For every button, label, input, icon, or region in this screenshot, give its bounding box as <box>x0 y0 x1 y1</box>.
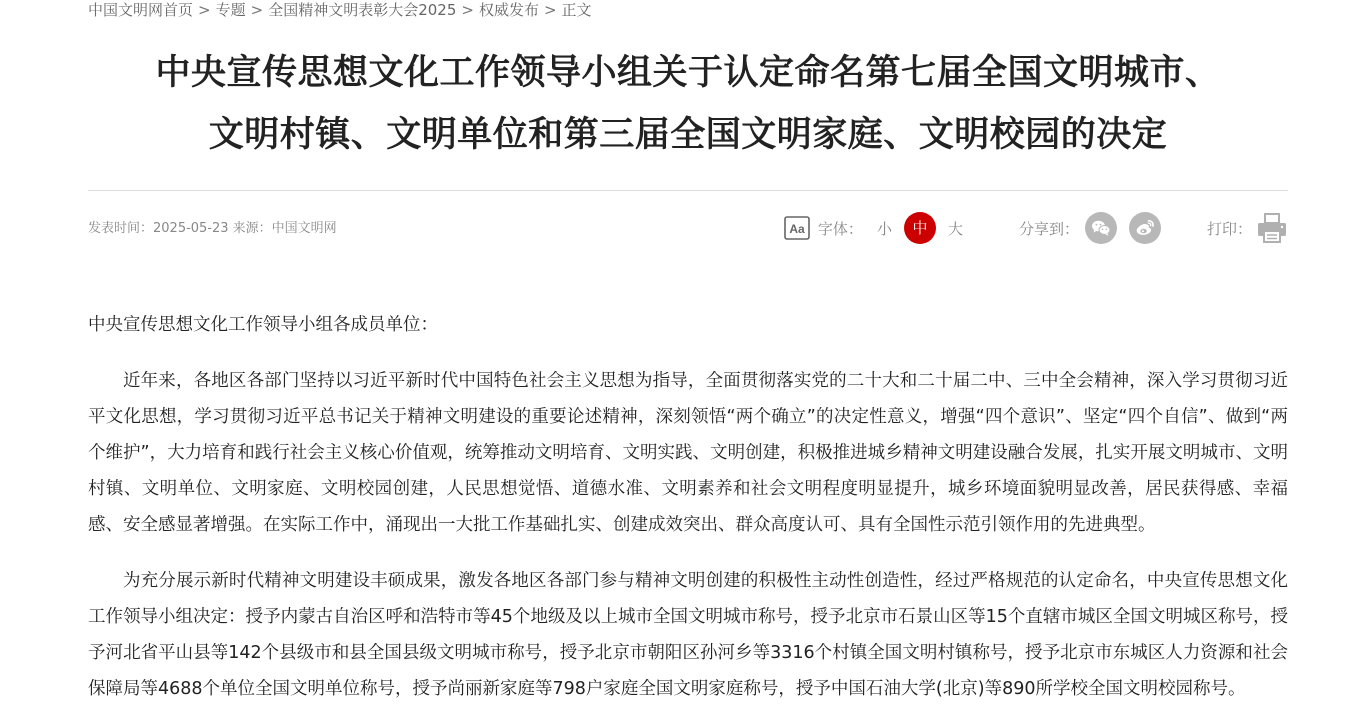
font-size-icon-text: Aa <box>789 222 805 236</box>
breadcrumb-release-link[interactable]: 权威发布 <box>478 1 539 19</box>
breadcrumb-separator: > <box>461 1 474 19</box>
wechat-icon <box>1089 216 1113 240</box>
article-meta: 发表时间：2025-05-23 来源：中国文明网 <box>88 221 337 236</box>
share-wechat-button[interactable] <box>1085 212 1117 244</box>
breadcrumb-home-link[interactable]: 中国文明网首页 <box>88 1 194 19</box>
weibo-icon <box>1133 216 1157 240</box>
font-size-medium-button[interactable]: 中 <box>904 212 936 244</box>
article-title-line-2: 文明村镇、文明单位和第三届全国文明家庭、文明校园的决定 <box>208 115 1168 155</box>
printer-icon <box>1256 212 1288 244</box>
article-toolbar <box>784 211 1288 245</box>
article-salutation: 中央宣传思想文化工作领导小组各成员单位： <box>88 315 438 335</box>
share-weibo-button[interactable] <box>1129 212 1161 244</box>
font-size-icon <box>784 216 810 240</box>
breadcrumb-separator: > <box>543 1 557 19</box>
article-paragraph: 为充分展示新时代精神文明建设丰硕成果，激发各地区各部门参与精神文明创建的积极性主动性创造性，经过严格规范的认定命名，中央宣传思想文化工作领导小组决定：授予内蒙古自治区呼和浩特市等45个地级及以上城市全国文明城市称号，授予北京市石景山区等15个直辖市城区全国文明城区称号，授予河北省平山县等142个县级市和县全国县级文明城市称号，授予北京市朝阳区孙河乡等3316个村镇全国文明村镇称号，授予北京市东城区人力资源和社会保障局等4688个单位全国文明单位称号，授予尚丽新家庭等798户家庭全国文明家庭称号，授予中国石油大学(北京)等890所学校全国文明校园称号。 <box>88 571 1288 699</box>
breadcrumb-separator: > <box>198 1 211 19</box>
print-label: 打印： <box>1206 219 1252 238</box>
share-label: 分享到： <box>1018 219 1079 238</box>
breadcrumb-topics-link[interactable]: 专题 <box>215 1 246 19</box>
breadcrumb-separator: > <box>250 1 264 19</box>
breadcrumb-current: 正文 <box>561 1 592 19</box>
font-size-label: 字体： <box>817 219 863 238</box>
breadcrumb <box>88 0 592 20</box>
breadcrumb-conference-link[interactable]: 全国精神文明表彰大会2025 <box>268 1 457 19</box>
article-body <box>88 307 1288 725</box>
title-divider <box>88 190 1288 191</box>
font-size-large-button[interactable]: 大 <box>947 219 963 238</box>
article-title <box>88 42 1288 166</box>
print-button[interactable] <box>1256 212 1288 244</box>
font-size-small-button[interactable]: 小 <box>876 219 892 238</box>
article-paragraph: 近年来，各地区各部门坚持以习近平新时代中国特色社会主义思想为指导，全面贯彻落实党的二十大和二十届二中、三中全会精神，深入学习贯彻习近平文化思想，学习贯彻习近平总书记关于精神文明建设的重要论述精神，深刻领悟“两个确立”的决定性意义，增强“四个意识”、坚定“四个自信”、做到“两个维护”，大力培育和践行社会主义核心价值观，统筹推动文明培育、文明实践、文明创建，积极推进城乡精神文明建设融合发展，扎实开展文明城市、文明村镇、文明单位、文明家庭、文明校园创建，人民思想觉悟、道德水准、文明素养和社会文明程度明显提升，城乡环境面貌明显改善，居民获得感、幸福感、安全感显著增强。在实际工作中，涌现出一大批工作基础扎实、创建成效突出、群众高度认可、具有全国性示范引领作用的先进典型。 <box>88 371 1288 535</box>
article-title-line-1: 中央宣传思想文化工作领导小组关于认定命名第七届全国文明城市、 <box>155 53 1221 93</box>
